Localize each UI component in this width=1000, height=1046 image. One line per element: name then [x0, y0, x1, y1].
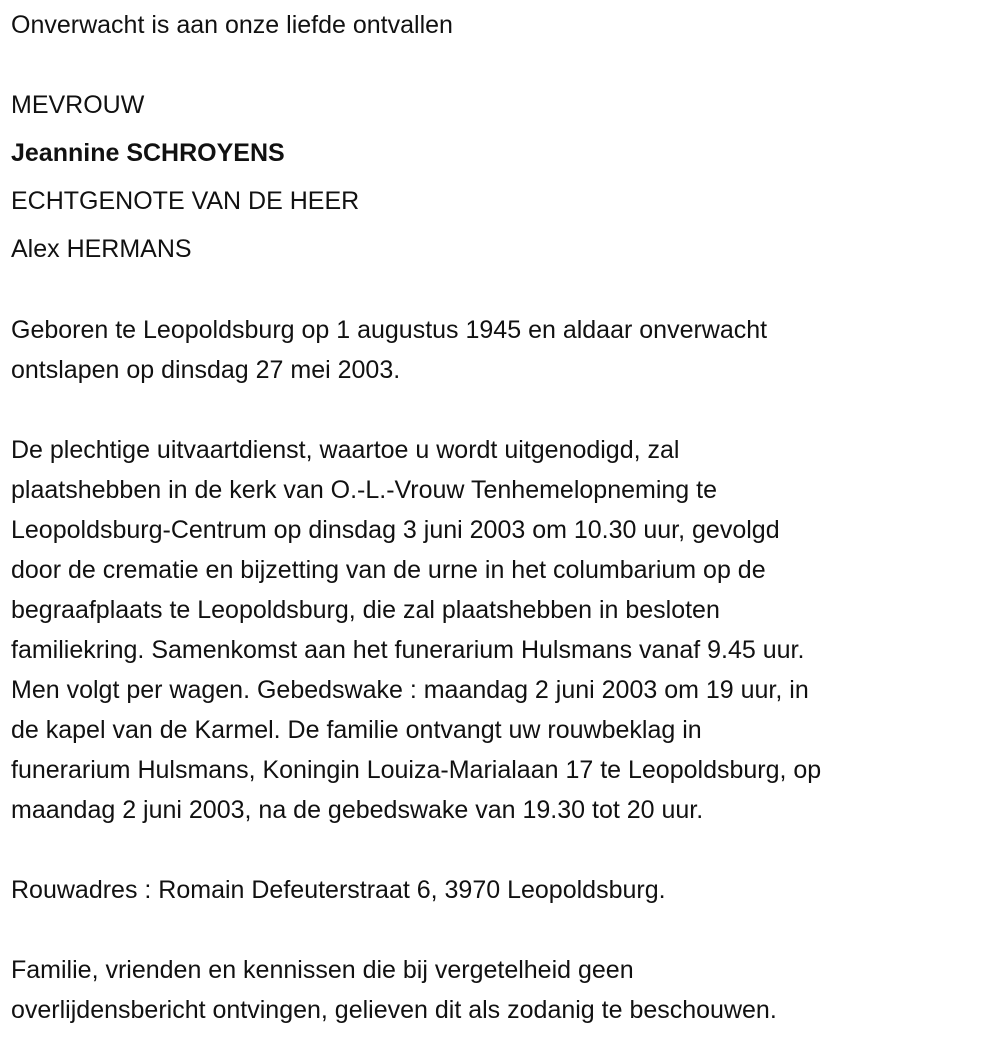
closing-line: overlijdensbericht ontvingen, gelieven dit als zodanig te beschouwen. — [11, 996, 777, 1024]
deceased-header — [11, 81, 359, 273]
service-paragraph — [11, 430, 821, 830]
birth-line: ontslapen op dinsdag 27 mei 2003. — [11, 356, 401, 384]
service-line: door de crematie en bijzetting van de urne in het columbarium op de — [11, 556, 766, 584]
spouse-name: Alex HERMANS — [11, 235, 192, 263]
service-line: Leopoldsburg-Centrum op dinsdag 3 juni 2003 om 10.30 uur, gevolgd — [11, 516, 780, 544]
address-paragraph — [11, 870, 666, 910]
service-line: funerarium Hulsmans, Koningin Louiza-Marialaan 17 te Leopoldsburg, op — [11, 756, 822, 784]
service-line: De plechtige uitvaartdienst, waartoe u wordt uitgenodigd, zal — [11, 436, 680, 464]
service-line: Men volgt per wagen. Gebedswake : maandag 2 juni 2003 om 19 uur, in — [11, 676, 809, 704]
intro-text: Onverwacht is aan onze liefde ontvallen — [11, 11, 453, 39]
intro-block — [11, 5, 453, 45]
closing-paragraph — [11, 950, 777, 1030]
service-line: de kapel van de Karmel. De familie ontvangt uw rouwbeklag in — [11, 716, 702, 744]
title-text: MEVROUW — [11, 91, 145, 119]
address-text: Rouwadres : Romain Defeuterstraat 6, 3970 Leopoldsburg. — [11, 876, 666, 904]
deceased-name: Jeannine SCHROYENS — [11, 139, 285, 167]
service-line: maandag 2 juni 2003, na de gebedswake van 19.30 tot 20 uur. — [11, 796, 704, 824]
birth-line: Geboren te Leopoldsburg op 1 augustus 1945 en aldaar onverwacht — [11, 316, 768, 344]
birth-paragraph — [11, 310, 767, 390]
service-line: plaatshebben in de kerk van O.-L.-Vrouw Tenhemelopneming te — [11, 476, 717, 504]
service-line: begraafplaats te Leopoldsburg, die zal plaatshebben in besloten — [11, 596, 720, 624]
closing-line: Familie, vrienden en kennissen die bij vergetelheid geen — [11, 956, 634, 984]
spouse-label: ECHTGENOTE VAN DE HEER — [11, 187, 360, 215]
service-line: familiekring. Samenkomst aan het funerarium Hulsmans vanaf 9.45 uur. — [11, 636, 805, 664]
